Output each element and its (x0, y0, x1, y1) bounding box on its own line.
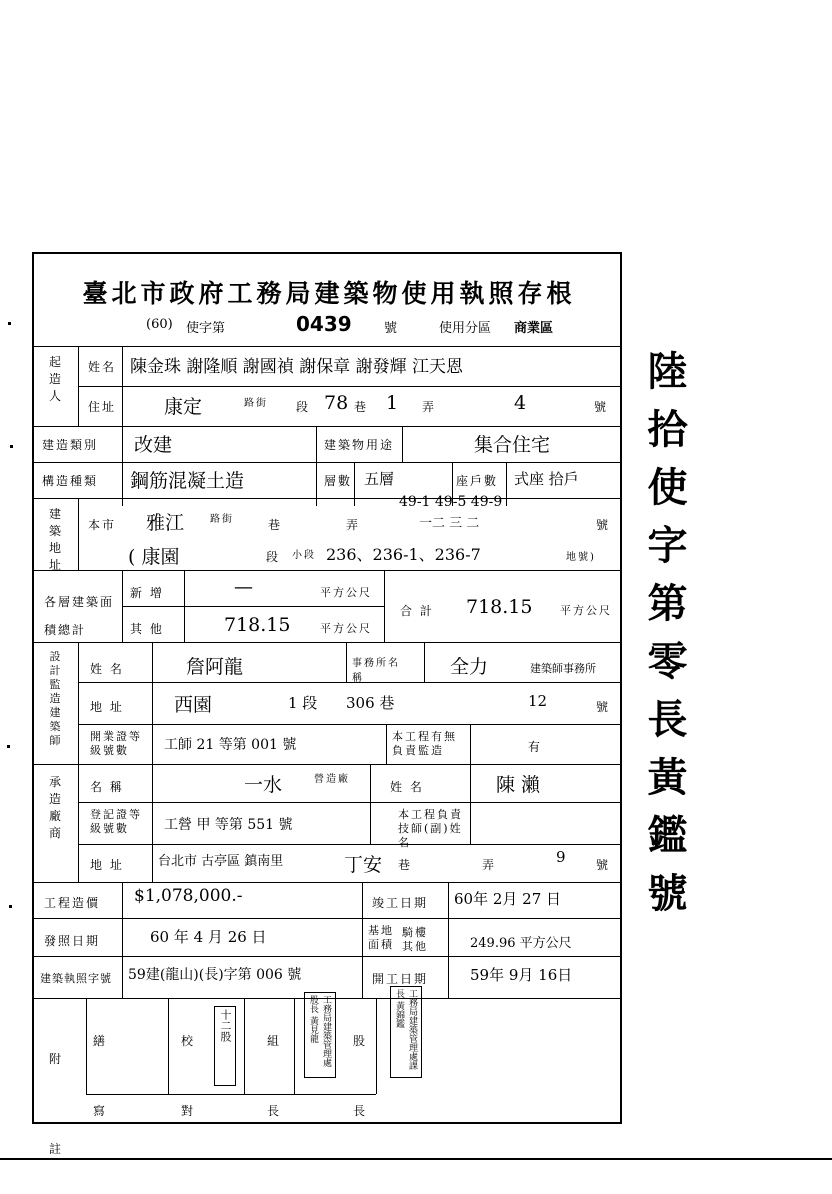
contractor-name-label: 名 稱 (90, 780, 124, 794)
floors-label: 層數 (324, 474, 353, 488)
site-sub2: 其他 (402, 940, 428, 953)
applicant-names: 陳金珠 謝隆順 謝國禎 謝保章 謝發輝 江天恩 (130, 357, 464, 377)
alley-value: 4 (514, 392, 527, 414)
lane-label: 巷 (398, 858, 413, 872)
designer-addr-label: 地 址 (90, 700, 124, 714)
divider (346, 642, 347, 682)
contractor-addr-label: 地 址 (90, 858, 124, 872)
lane-value: 1 (386, 392, 399, 414)
sign-col-1: 繕寫 (92, 1034, 105, 1118)
complete-label: 竣工日期 (372, 896, 429, 910)
designer-addr-seg: 1 段 (288, 694, 318, 712)
area-section-text: 各層建築面積總計 (44, 595, 115, 637)
road-unit: 路街 (244, 398, 268, 409)
divider (294, 998, 295, 1094)
license-label: 開業證等級號數 (90, 730, 142, 757)
sign-col-2: 校對 (180, 1034, 193, 1118)
sign-col-3: 組長 (266, 1034, 279, 1118)
other-value: 718.15 (224, 614, 291, 636)
designer-name-label: 姓 名 (90, 662, 124, 676)
hao: 號 (384, 321, 398, 336)
site-label: 基地面積 (368, 924, 394, 951)
use-value: 集合住宅 (474, 434, 551, 456)
zone-label: 使用分區 (439, 321, 492, 336)
seg-label: 段 (266, 550, 281, 564)
units-value: 式座 拾戶 (514, 470, 579, 488)
divider (384, 570, 385, 642)
license-value: 工師 21 等第 001 號 (164, 737, 297, 753)
divider (122, 426, 123, 506)
reg-value: 工營 甲 等第 551 號 (164, 817, 293, 833)
office-suffix: 建築師事務所 (530, 662, 596, 675)
total-label: 合 計 (400, 604, 434, 618)
structure-label: 構造種類 (42, 474, 99, 488)
divider (34, 462, 620, 463)
site-sub1: 騎樓 (402, 926, 428, 939)
divider (78, 642, 79, 764)
person-label: 姓 名 (390, 780, 424, 794)
address-no: 78 (324, 392, 349, 414)
contractor-addr-road: 丁安 (344, 854, 383, 876)
divider (122, 346, 123, 426)
address-label: 住址 (88, 400, 117, 414)
designer-addr-lane: 306 巷 (346, 694, 395, 712)
start-value: 59年 9月 16日 (470, 966, 573, 984)
divider (470, 764, 471, 844)
stamp-chief: 工務局建築管理處股長 黃見龍 (304, 992, 336, 1078)
page-edge (0, 1158, 832, 1160)
divider (244, 998, 245, 1094)
permit-value: 59建(龍山)(長)字第 006 號 (128, 967, 302, 983)
area-section (44, 588, 124, 644)
divider (78, 498, 79, 570)
supervise-value: 有 (528, 740, 543, 754)
divider (78, 682, 620, 683)
designer-addr-road: 西園 (174, 694, 213, 716)
new-value: — (234, 576, 253, 598)
divider (354, 462, 355, 506)
scan-speck (7, 745, 10, 748)
office-value: 全力 (450, 656, 489, 678)
permit-label: 建築執照字號 (40, 972, 112, 985)
contractor-suffix: 營造廠 (314, 774, 350, 785)
divider (316, 426, 317, 462)
no-label: 號 (596, 700, 611, 714)
divider (78, 802, 620, 803)
stamp-director: 工務局建築管理處課長 黃錦鑑 (390, 986, 422, 1078)
no-label: 號 (596, 858, 611, 872)
side-stamp-text: 陸拾使字第零長黃鑑號 (641, 350, 688, 930)
divider (34, 918, 620, 919)
divider (362, 882, 363, 998)
alley-label: 弄 (346, 518, 361, 532)
city-label: 本市 (88, 518, 117, 532)
divider (168, 998, 169, 1094)
location-section: 建築地址 (48, 507, 61, 572)
scan-speck (10, 445, 13, 448)
divider (78, 844, 620, 845)
divider (86, 1094, 376, 1095)
site-value: 249.96 平方公尺 (470, 936, 572, 951)
note-label: 附註 (48, 1052, 61, 1156)
alley-label: 弄 (422, 400, 437, 414)
zone-value: 商業區 (514, 321, 554, 336)
other-label: 其 他 (130, 622, 164, 636)
designer-section: 設計監造建築師 (49, 650, 61, 747)
divider (122, 606, 384, 607)
designer-name: 詹阿龍 (186, 656, 244, 678)
lots: 236、236-1、236-7 (326, 545, 481, 564)
area-unit-3: 平方公尺 (560, 604, 612, 617)
year: (60) (146, 317, 173, 332)
name-label: 姓名 (88, 360, 117, 374)
divider (316, 462, 317, 506)
engineer-label: 本工程負責技師(副)姓名 (398, 808, 463, 849)
divider (34, 764, 620, 765)
form-title: 臺北市政府工務局建築物使用執照存根 (82, 279, 576, 308)
road-unit: 路街 (210, 514, 234, 525)
use-label: 建築物用途 (324, 438, 395, 452)
divider (78, 386, 620, 387)
applicant-section: 起造人 (48, 355, 61, 403)
alley-label: 弄 (482, 858, 497, 872)
divider (152, 642, 153, 764)
location-floors: 一二 三 二 (419, 516, 480, 531)
location-numbers: 49-1 49-5 49-9 (399, 494, 503, 510)
complete-value: 60年 2月 27 日 (454, 890, 562, 908)
divider (402, 426, 403, 462)
units-label: 座戶數 (456, 474, 499, 488)
divider (34, 498, 620, 499)
divider (376, 998, 377, 1094)
contractor-name: 一水 (244, 774, 283, 796)
divider (78, 764, 79, 882)
no-label: 號 (596, 518, 611, 532)
reg-label: 登記證等級號數 (90, 808, 142, 835)
cost-label: 工程造價 (44, 896, 101, 910)
start-label: 開工日期 (372, 972, 429, 986)
address-road: 康定 (164, 396, 203, 418)
total-value: 718.15 (466, 596, 533, 618)
divider (506, 462, 507, 506)
no-label: 號 (594, 400, 609, 414)
cost-value: $1,078,000.- (134, 886, 243, 906)
scan-speck (9, 905, 12, 908)
lot-label: 地號) (566, 552, 596, 563)
divider (78, 724, 620, 725)
issue-label: 發照日期 (44, 934, 101, 948)
small-seg-label: 小段 (292, 550, 316, 561)
permit-number: 0439 (296, 312, 352, 336)
divider (386, 724, 387, 764)
supervise-label: 本工程有無負責監造 (392, 730, 457, 757)
stamp-section: 十二股 (214, 1006, 236, 1086)
area-unit-2: 平方公尺 (320, 622, 372, 635)
contractor-section: 承造廠商 (48, 775, 61, 840)
type-label: 建造類別 (42, 438, 99, 452)
divider (152, 764, 153, 882)
person-value: 陳 瀨 (496, 774, 541, 796)
district: ( 康園 (128, 546, 180, 568)
location-road: 雅江 (146, 512, 185, 534)
scan-speck (8, 322, 11, 325)
issue-value: 60 年 4 月 26 日 (150, 928, 267, 946)
structure-value: 鋼筋混凝土造 (130, 470, 245, 492)
divider (34, 642, 620, 643)
lane-label: 巷 (354, 400, 369, 414)
permit-prefix: 使字第 (186, 321, 226, 336)
divider (370, 764, 371, 844)
sign-col-4: 股長 (352, 1034, 365, 1118)
divider (448, 882, 449, 998)
lane-label: 巷 (268, 518, 283, 532)
divider (34, 956, 620, 957)
office-label: 事務所名稱 (352, 658, 400, 684)
designer-addr-no: 12 (528, 692, 548, 710)
divider (470, 724, 471, 764)
new-label: 新 增 (130, 586, 164, 600)
permit-form (32, 252, 622, 1156)
floors-value: 五層 (364, 470, 395, 488)
seg-label: 段 (296, 400, 311, 414)
divider (424, 642, 425, 682)
contractor-addr-no: 9 (556, 848, 566, 866)
area-unit-1: 平方公尺 (320, 586, 372, 599)
contractor-addr: 台北市 古亭區 鎮南里 (158, 854, 284, 869)
type-value: 改建 (134, 434, 173, 456)
divider (86, 998, 87, 1094)
divider (122, 882, 123, 998)
